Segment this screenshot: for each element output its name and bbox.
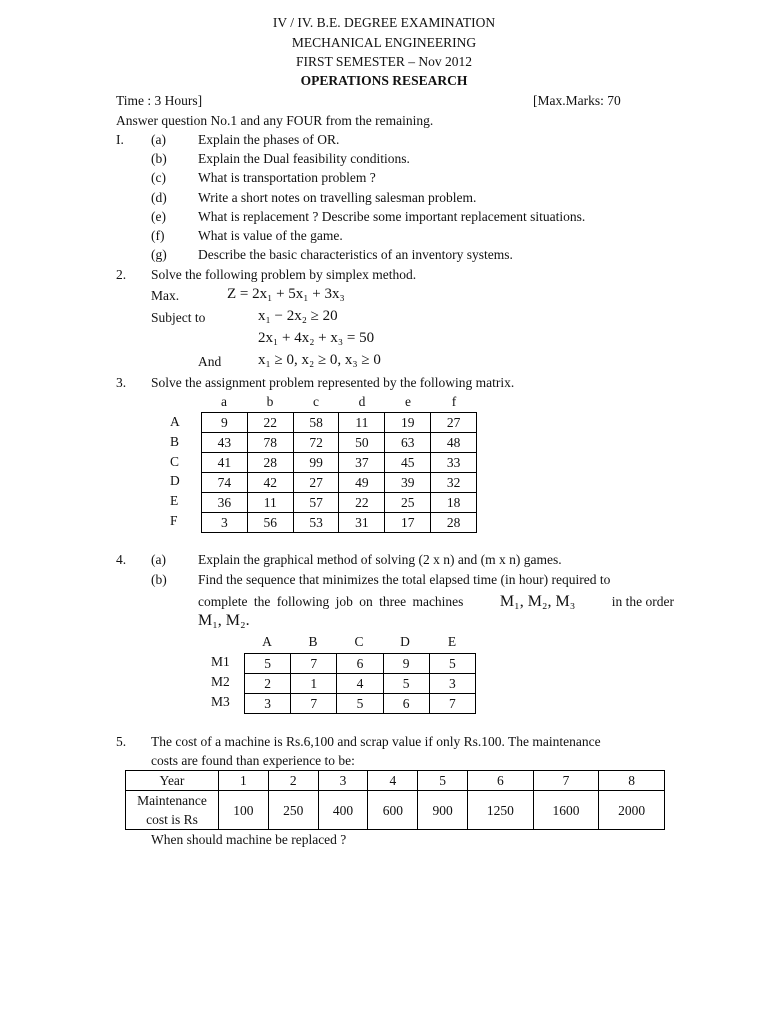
q3-col-header: b	[266, 394, 274, 409]
semester: FIRST SEMESTER – Nov 2012	[295, 54, 473, 69]
q5-line1: The cost of a machine is Rs.6,100 and scrap value if only Rs.100. The maintenance	[151, 734, 601, 749]
q3-col-header: e	[405, 394, 411, 409]
q3-row-label: E	[170, 493, 179, 508]
table-cell: 50	[339, 433, 385, 453]
instruction: Answer question No.1 and any FOUR from the remaining.	[116, 113, 434, 128]
q1-part-text: What is replacement ? Describe some important replacement situations.	[198, 209, 586, 224]
q5-line2: costs are found than experience to be:	[151, 753, 355, 768]
q3-col-header: d	[358, 394, 366, 409]
subject-title: OPERATIONS RESEARCH	[300, 73, 468, 88]
table-cell: 3	[318, 771, 368, 791]
q1-part-label: (f)	[151, 228, 165, 243]
table-row	[202, 493, 477, 513]
table-header-cell: Year	[126, 771, 219, 791]
table-cell: 74	[202, 473, 248, 493]
table-cell: 58	[293, 413, 339, 433]
table-cell: 1	[219, 771, 269, 791]
department: MECHANICAL ENGINEERING	[291, 35, 477, 50]
q4-row-label: M3	[211, 694, 230, 709]
table-cell: 28	[247, 453, 293, 473]
q1-part-text: What is transportation problem ?	[198, 170, 376, 185]
q4-b-machines: M₁, M₂, M₃	[499, 593, 576, 610]
q1-part-text: Write a short notes on travelling salesman problem.	[198, 190, 477, 205]
table-cell: 7	[291, 694, 337, 714]
table-cell: 32	[431, 473, 477, 493]
table-cell: 63	[385, 433, 431, 453]
table-cell: 7	[533, 771, 599, 791]
q2-and-label: And	[198, 354, 222, 369]
table-cell: 28	[431, 513, 477, 533]
job-sequence-table	[244, 653, 476, 714]
table-cell: 22	[339, 493, 385, 513]
q4-b-line2: complete the following job on three machines	[198, 594, 464, 609]
table-cell: 900	[418, 791, 468, 830]
q2-max-label: Max.	[151, 288, 180, 303]
table-cell: 6	[468, 771, 534, 791]
table-cell: 3	[202, 513, 248, 533]
table-cell: 6	[337, 654, 383, 674]
table-cell: 45	[385, 453, 431, 473]
table-cell: 17	[385, 513, 431, 533]
q4-col-header: D	[400, 634, 410, 649]
q2-text: Solve the following problem by simplex method.	[151, 267, 417, 282]
table-cell: 6	[383, 694, 429, 714]
table-cell: 72	[293, 433, 339, 453]
q1-part-text: Explain the Dual feasibility conditions.	[198, 151, 410, 166]
table-row	[202, 413, 477, 433]
q4-col-header: E	[447, 634, 457, 649]
table-cell: 49	[339, 473, 385, 493]
table-cell: 2	[268, 771, 318, 791]
q3-row-label: A	[170, 414, 180, 429]
q4-b-line3: M₁, M₂.	[198, 612, 250, 629]
table-cell: 4	[337, 674, 383, 694]
q3-text: Solve the assignment problem represented by the following matrix.	[151, 375, 515, 390]
table-cell: 8	[599, 771, 665, 791]
q4-b-label: (b)	[151, 572, 167, 587]
table-cell: 37	[339, 453, 385, 473]
table-cell: 31	[339, 513, 385, 533]
q1-part-text: Explain the phases of OR.	[198, 132, 340, 147]
table-cell: 41	[202, 453, 248, 473]
table-cell: 4	[368, 771, 418, 791]
table-cell: 5	[337, 694, 383, 714]
q3-row-label: D	[170, 473, 180, 488]
q2-constraint-1: x₁ − 2x₂ ≥ 20	[258, 308, 338, 324]
q1-part-label: (e)	[151, 209, 166, 224]
q1-part-text: Describe the basic characteristics of an inventory systems.	[198, 247, 513, 262]
table-cell: 9	[383, 654, 429, 674]
table-cell: 3	[429, 674, 475, 694]
table-cell: 18	[431, 493, 477, 513]
q1-part-label: (b)	[151, 151, 167, 166]
table-cell: 99	[293, 453, 339, 473]
q2-constraint-2: 2x₁ + 4x₂ + x₃ = 50	[258, 330, 375, 346]
table-cell: 56	[247, 513, 293, 533]
table-row	[202, 473, 477, 493]
table-cell: 53	[293, 513, 339, 533]
q4-col-header: B	[308, 634, 318, 649]
q3-col-header: a	[221, 394, 227, 409]
table-cell: 36	[202, 493, 248, 513]
q1-part-text: What is value of the game.	[198, 228, 343, 243]
table-cell: 2000	[599, 791, 665, 830]
q4-col-header: A	[262, 634, 272, 649]
table-cell: 250	[268, 791, 318, 830]
table-cell: 7	[291, 654, 337, 674]
maintenance-cost-table	[125, 770, 665, 830]
table-row	[202, 453, 477, 473]
q4-b-line2-row	[198, 593, 674, 611]
table-cell: 3	[245, 694, 291, 714]
table-row	[245, 674, 476, 694]
table-row	[245, 694, 476, 714]
table-cell: 78	[247, 433, 293, 453]
table-cell: 1600	[533, 791, 599, 830]
q4-row-label: M2	[211, 674, 230, 689]
table-cell: 11	[339, 413, 385, 433]
q3-col-header: f	[451, 394, 457, 409]
q4-b-order: in the order	[611, 594, 674, 609]
time-label: Time : 3 Hours]	[116, 93, 203, 108]
table-cell: 27	[431, 413, 477, 433]
q3-row-label: F	[170, 513, 178, 528]
maintenance-label-line2: cost is Rs	[146, 812, 198, 827]
table-cell: 1250	[468, 791, 534, 830]
q3-row-label: B	[170, 434, 180, 449]
q2-subject-label: Subject to	[151, 310, 206, 325]
q4-a-text: Explain the graphical method of solving (2 x n) and (m x n) games.	[198, 552, 562, 567]
q4-number: 4.	[116, 552, 127, 567]
q3-row-label: C	[170, 454, 180, 469]
table-cell: 11	[247, 493, 293, 513]
table-cell: 600	[368, 791, 418, 830]
table-row	[202, 433, 477, 453]
maintenance-label-line1: Maintenance	[137, 793, 207, 808]
q1-number: I.	[116, 132, 124, 147]
q1-part-label: (d)	[151, 190, 167, 205]
q2-objective: Z = 2x₁ + 5x₁ + 3x₃	[227, 286, 345, 302]
table-row	[126, 771, 665, 791]
table-cell: 5	[245, 654, 291, 674]
table-cell: 7	[429, 694, 475, 714]
table-cell: 5	[429, 654, 475, 674]
q1-part-label: (a)	[151, 132, 166, 147]
table-row	[126, 791, 665, 830]
assignment-matrix	[201, 412, 477, 533]
table-cell: 57	[293, 493, 339, 513]
table-cell: 1	[291, 674, 337, 694]
table-cell: 39	[385, 473, 431, 493]
table-cell: 100	[219, 791, 269, 830]
q4-a-label: (a)	[151, 552, 166, 567]
q3-col-header: c	[313, 394, 319, 409]
table-cell: 5	[383, 674, 429, 694]
q5-question: When should machine be replaced ?	[151, 832, 347, 847]
q4-row-label: M1	[211, 654, 230, 669]
table-row	[202, 513, 477, 533]
q3-number: 3.	[116, 375, 127, 390]
table-cell: 400	[318, 791, 368, 830]
table-header-cell	[126, 791, 219, 830]
q2-nonnegativity: x₁ ≥ 0, x₂ ≥ 0, x₃ ≥ 0	[258, 352, 381, 368]
table-cell: 5	[418, 771, 468, 791]
table-cell: 48	[431, 433, 477, 453]
table-cell: 27	[293, 473, 339, 493]
q5-number: 5.	[116, 734, 127, 749]
q1-part-label: (c)	[151, 170, 166, 185]
table-cell: 43	[202, 433, 248, 453]
exam-title: IV / IV. B.E. DEGREE EXAMINATION	[272, 15, 496, 30]
q2-number: 2.	[116, 267, 127, 282]
table-cell: 2	[245, 674, 291, 694]
table-row	[245, 654, 476, 674]
q4-b-line1: Find the sequence that minimizes the total elapsed time (in hour) required to	[198, 572, 611, 587]
table-cell: 25	[385, 493, 431, 513]
table-cell: 19	[385, 413, 431, 433]
max-marks: [Max.Marks: 70	[533, 93, 621, 108]
table-cell: 22	[247, 413, 293, 433]
table-cell: 9	[202, 413, 248, 433]
table-cell: 33	[431, 453, 477, 473]
q1-part-label: (g)	[151, 247, 167, 262]
table-cell: 42	[247, 473, 293, 493]
q4-col-header: C	[354, 634, 364, 649]
